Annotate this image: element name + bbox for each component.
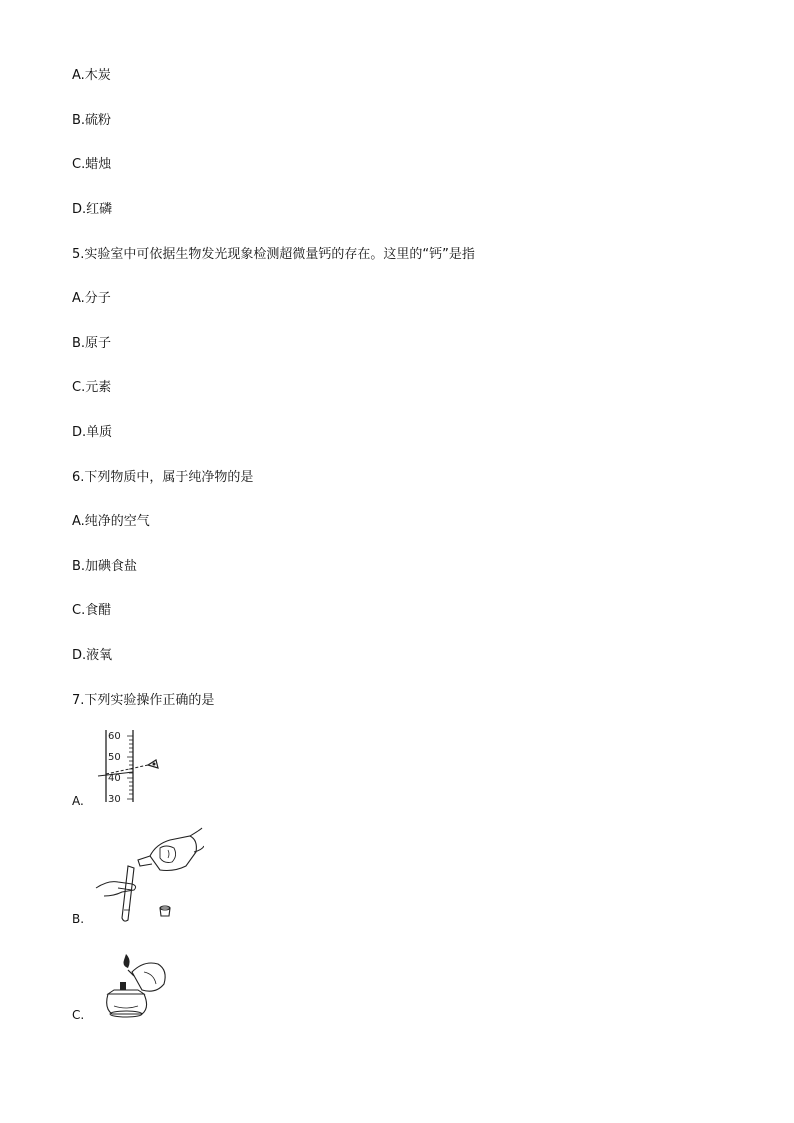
q4-option-c: C.蜡烛 — [72, 157, 112, 172]
scale-label-30: 30 — [108, 794, 121, 804]
q7-figure-a-label: A. — [72, 794, 84, 808]
q4-option-d: D.红磷 — [72, 202, 113, 217]
q4-option-a: A.木炭 — [72, 68, 111, 83]
q6-option-a: A.纯净的空气 — [72, 514, 150, 529]
q6-option-d: D.液氧 — [72, 648, 113, 663]
scale-label-50: 50 — [108, 752, 121, 763]
graduated-cylinder-illustration — [96, 728, 166, 804]
q5-stem: 5.实验室中可依据生物发光现象检测超微量钙的存在。这里的“钙”是指 — [72, 247, 475, 262]
q7-figure-b-label: B. — [72, 912, 85, 926]
scale-label-40: 40 — [108, 773, 121, 784]
q5-option-c: C.元素 — [72, 380, 112, 395]
q7-stem: 7.下列实验操作正确的是 — [72, 693, 215, 708]
q5-option-a: A.分子 — [72, 291, 111, 306]
q6-option-c: C.食醋 — [72, 603, 112, 618]
pouring-liquid-illustration — [94, 826, 204, 926]
scale-label-60: 60 — [108, 731, 121, 742]
q4-option-b: B.硫粉 — [72, 113, 112, 128]
q5-option-d: D.单质 — [72, 425, 113, 440]
q7-figure-b — [72, 826, 232, 926]
q7-figure-a — [72, 728, 192, 808]
q6-option-b: B.加碘食盐 — [72, 559, 138, 574]
alcohol-lamp-illustration — [98, 950, 178, 1026]
q7-figure-c-label: C. — [72, 1008, 85, 1022]
q6-stem: 6.下列物质中，属于纯净物的是 — [72, 470, 254, 485]
q5-option-b: B.原子 — [72, 336, 112, 351]
q7-figure-c — [72, 950, 232, 1030]
